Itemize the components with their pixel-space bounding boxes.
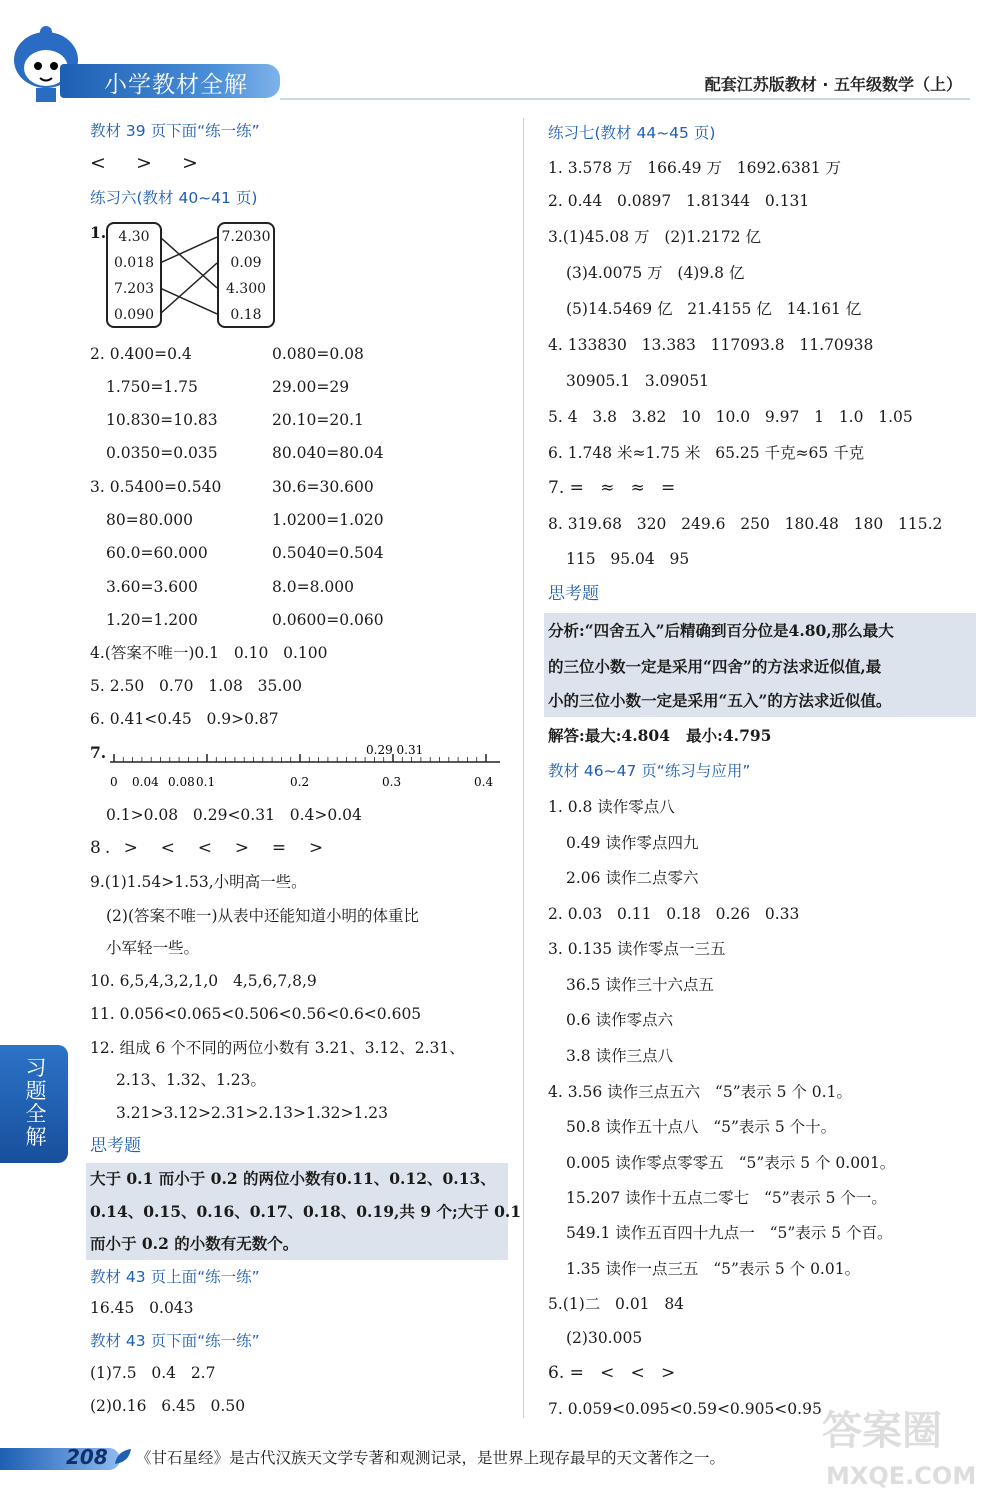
- book-title-banner: [60, 64, 280, 98]
- match-item: 4.30: [118, 229, 150, 245]
- think-text: 而小于 0.2 的小数有无数个。: [90, 1234, 299, 1253]
- tick-label: 0: [110, 775, 118, 789]
- answer-line: 2.06 读作二点零六: [566, 869, 699, 887]
- answer-line: 6. 1.748 米≈1.75 米 65.25 千克≈65 千克: [548, 444, 865, 462]
- answer-line: 3. 0.5400=0.540: [90, 478, 222, 496]
- watermark-logo: [812, 1396, 992, 1496]
- answer-line: (1)7.5 0.4 2.7: [90, 1364, 216, 1382]
- answer-line: 15.207 读作十五点二零七 “5”表示 5 个一。: [566, 1189, 887, 1207]
- answer-line: 10.830=10.83: [106, 411, 218, 429]
- answer-line: 6. = < < >: [548, 1363, 676, 1383]
- book-title: 小学教材全解: [104, 72, 248, 98]
- column-divider: [523, 118, 524, 1418]
- match-item: 7.203: [113, 281, 155, 297]
- section-title: 教材 43 页上面“练一练”: [90, 1268, 260, 1286]
- number-line: [104, 738, 504, 790]
- section-title: 思考题: [548, 584, 599, 604]
- think-text: 分析:“四舍五入”后精确到百分位是4.80,那么最大: [548, 621, 894, 640]
- tick-label: 0.04: [132, 775, 159, 789]
- answer-line: 0.005 读作零点零零五 “5”表示 5 个 0.001。: [566, 1154, 896, 1172]
- side-tab: [0, 1045, 68, 1163]
- answer-line: 11. 0.056<0.065<0.506<0.56<0.6<0.605: [90, 1005, 422, 1023]
- answer-line: 5. 2.50 0.70 1.08 35.00: [90, 677, 302, 695]
- answer-line: 16.45 0.043: [90, 1299, 194, 1317]
- answer-line: 30.6=30.600: [272, 478, 374, 496]
- answer-line: 解答:最大:4.804 最小:4.795: [548, 726, 772, 745]
- answer-line: 10. 6,5,4,3,2,1,0 4,5,6,7,8,9: [90, 972, 317, 990]
- answer-line: 30905.1 3.09051: [566, 372, 709, 390]
- answer-line: 0.080=0.08: [272, 345, 364, 363]
- answer-line: 20.10=20.1: [272, 411, 364, 429]
- match-item: 7.2030: [221, 229, 271, 245]
- matching-box-right: [217, 222, 275, 328]
- answer-line: 4. 133830 13.383 117093.8 11.70938: [548, 336, 874, 354]
- answer-line: 29.00=29: [272, 378, 350, 396]
- tick-label: 0.1: [196, 775, 216, 789]
- answer-line: (2)0.16 6.45 0.50: [90, 1397, 246, 1415]
- section-title: 教材 46~47 页“练习与应用”: [548, 762, 751, 780]
- section-title: 练习六(教材 40~41 页): [90, 189, 258, 207]
- answer-line: 小军轻一些。: [106, 939, 200, 957]
- side-tab-label: 习题全解: [25, 1056, 47, 1149]
- answer-line: 549.1 读作五百四十九点一 “5”表示 5 个百。: [566, 1224, 893, 1242]
- answer-line: 5. 4 3.8 3.82 10 10.0 9.97 1 1.0 1.05: [548, 408, 913, 426]
- answer-line: 80=80.000: [106, 511, 193, 529]
- answer-line: 2. 0.03 0.11 0.18 0.26 0.33: [548, 905, 800, 923]
- answer-line: (5)14.5469 亿 21.4155 亿 14.161 亿: [566, 300, 862, 318]
- answer-line: 0.0350=0.035: [106, 444, 218, 462]
- tick-label: 0.2: [290, 775, 310, 789]
- header-rule: [280, 98, 970, 100]
- section-title: 思考题: [90, 1136, 141, 1156]
- answer-line: 0.1>0.08 0.29<0.31 0.4>0.04: [106, 806, 362, 824]
- answer-line: < > >: [90, 152, 204, 174]
- answer-line: 80.040=80.04: [272, 444, 384, 462]
- think-text: 0.14、0.15、0.16、0.17、0.18、0.19,共 9 个;大于 0.1: [90, 1202, 522, 1221]
- answer-line: 0.0600=0.060: [272, 611, 384, 629]
- section-title: 练习七(教材 44~45 页): [548, 124, 716, 142]
- think-text: 小的三位小数一定是采用“五入”的方法求近似值。: [548, 691, 892, 710]
- match-item: 0.018: [113, 255, 155, 271]
- answer-line: 3.60=3.600: [106, 578, 198, 596]
- answer-line: 1.20=1.200: [106, 611, 198, 629]
- question-number: 1.: [90, 223, 107, 242]
- answer-line: 0.5040=0.504: [272, 544, 384, 562]
- page-number: 208: [66, 1445, 108, 1469]
- watermark-text: 答案圈: [822, 1408, 942, 1454]
- answer-line: 2. 0.400=0.4: [90, 345, 192, 363]
- answer-line: 3.(1)45.08 万 (2)1.2172 亿: [548, 228, 761, 246]
- answer-line: 3.8 读作三点八: [566, 1047, 674, 1065]
- match-item: 4.300: [225, 281, 267, 297]
- answer-line: 60.0=60.000: [106, 544, 208, 562]
- answer-line: 7. = ≈ ≈ =: [548, 478, 676, 498]
- answer-line: 4.(答案不唯一)0.1 0.10 0.100: [90, 644, 328, 662]
- answer-line: 8. 319.68 320 249.6 250 180.48 180 115.2: [548, 515, 943, 533]
- answer-line: 1.0200=1.020: [272, 511, 384, 529]
- section-title: 教材 43 页下面“练一练”: [90, 1332, 260, 1350]
- question-number: 7.: [90, 743, 107, 762]
- think-text: 大于 0.1 而小于 0.2 的两位小数有0.11、0.12、0.13、: [90, 1169, 496, 1188]
- answer-line: 4. 3.56 读作三点五六 “5”表示 5 个 0.1。: [548, 1083, 852, 1101]
- section-title: 教材 39 页下面“练一练”: [90, 122, 260, 140]
- answer-line: (3)4.0075 万 (4)9.8 亿: [566, 264, 745, 282]
- header-subtitle: 配套江苏版教材 · 五年级数学（上）: [704, 75, 962, 94]
- answer-line: 36.5 读作三十六点五: [566, 976, 714, 994]
- think-text: 的三位小数一定是采用“四舍”的方法求近似值,最: [548, 657, 882, 676]
- matching-lines: [160, 222, 217, 328]
- answer-line: 1. 3.578 万 166.49 万 1692.6381 万: [548, 159, 841, 177]
- answer-line: 6. 0.41<0.45 0.9>0.87: [90, 710, 279, 728]
- answer-line: 8.0=8.000: [272, 578, 355, 596]
- answer-line: (2)30.005: [566, 1329, 643, 1347]
- answer-line: 7. 0.059<0.095<0.59<0.905<0.95: [548, 1400, 822, 1418]
- match-item: 0.18: [230, 307, 262, 323]
- tick-label: 0.4: [474, 775, 494, 789]
- footnote: 《甘石星经》是古代汉族天文学专著和观测记录，是世界上现存最早的天文著作之一。: [136, 1449, 726, 1467]
- answer-line: 2.13、1.32、1.23。: [116, 1071, 267, 1089]
- answer-line: 50.8 读作五十点八 “5”表示 5 个十。: [566, 1118, 837, 1136]
- answer-line: 2. 0.44 0.0897 1.81344 0.131: [548, 192, 810, 210]
- tick-label: 0.08: [168, 775, 195, 789]
- tick-label: 0.3: [382, 775, 402, 789]
- answer-line: 9.(1)1.54>1.53,小明高一些。: [90, 873, 307, 891]
- answer-line: 1.35 读作一点三五 “5”表示 5 个 0.01。: [566, 1260, 861, 1278]
- number-line-top-label: 0.29 0.31: [366, 743, 424, 757]
- match-item: 0.090: [113, 307, 155, 323]
- answer-line: 5.(1)二 0.01 84: [548, 1295, 685, 1313]
- answer-line: (2)(答案不唯一)从表中还能知道小明的体重比: [106, 907, 420, 925]
- match-item: 0.09: [230, 255, 262, 271]
- answer-line: 3. 0.135 读作零点一三五: [548, 940, 726, 958]
- answer-line: 3.21>3.12>2.31>2.13>1.32>1.23: [116, 1104, 389, 1122]
- leaf-icon: [112, 1446, 134, 1468]
- answer-line: 0.49 读作零点四九: [566, 834, 699, 852]
- answer-line: 8. > < < > = >: [90, 838, 328, 858]
- answer-line: 12. 组成 6 个不同的两位小数有 3.21、3.12、2.31、: [90, 1039, 465, 1057]
- answer-line: 1.750=1.75: [106, 378, 198, 396]
- matching-box-left: [106, 222, 162, 328]
- answer-line: 1. 0.8 读作零点八: [548, 798, 675, 816]
- page-header: [0, 0, 1000, 115]
- answer-line: 115 95.04 95: [566, 550, 690, 568]
- answer-line: 0.6 读作零点六: [566, 1011, 674, 1029]
- watermark-url: MXQE.COM: [826, 1462, 977, 1490]
